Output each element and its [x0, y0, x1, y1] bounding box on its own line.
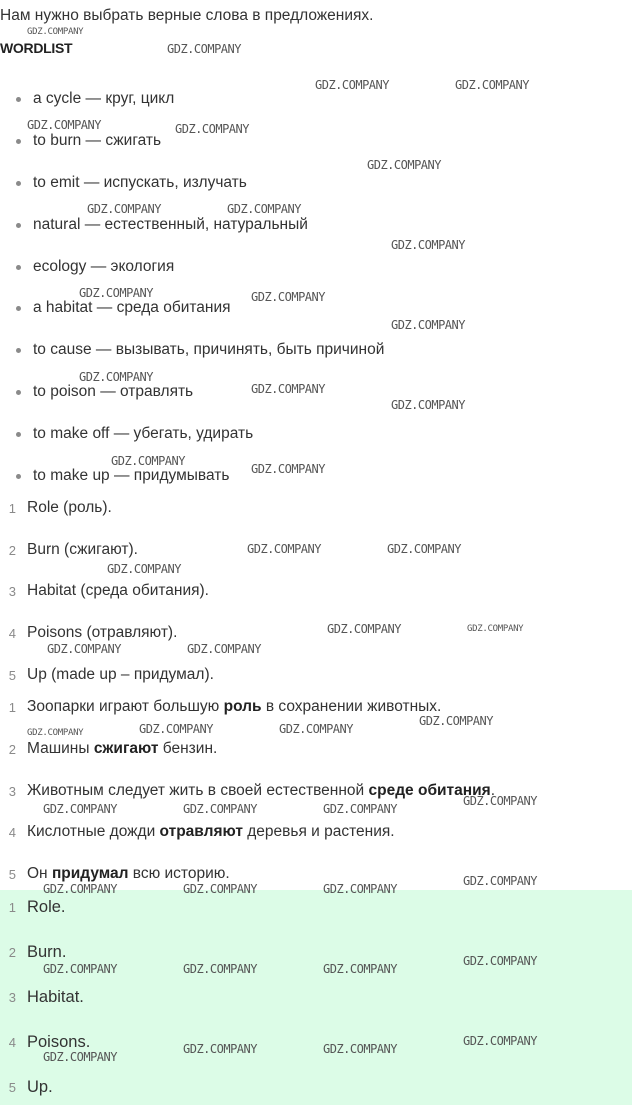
translation-highlight: отравляют: [159, 823, 243, 840]
final-answer-box: [0, 890, 632, 1105]
watermark-text: GDZ.COMPANY: [463, 954, 537, 968]
translation-highlight: среде обитания: [368, 782, 491, 799]
wordlist-title: WORDLIST: [0, 40, 73, 56]
wordlist-item: [0, 299, 231, 317]
watermark-text: GDZ.COMPANY: [79, 370, 153, 384]
item-number: 1: [8, 500, 16, 516]
answer-item: [0, 582, 209, 600]
translation-highlight: сжигают: [93, 740, 159, 757]
answer-item: [0, 624, 177, 642]
final-answer-text: Burn.: [27, 943, 67, 961]
watermark-text: GDZ.COMPANY: [167, 42, 241, 56]
watermark-text: GDZ.COMPANY: [107, 562, 181, 576]
wordlist-item: [0, 425, 253, 443]
translation-highlight: придумал: [51, 865, 129, 882]
watermark-text: GDZ.COMPANY: [47, 642, 121, 656]
watermark-text: GDZ.COMPANY: [183, 802, 257, 816]
final-answer-text: Up.: [27, 1078, 53, 1096]
bullet-icon: [16, 474, 21, 479]
final-answer-item: [0, 898, 66, 917]
translation-after: бензин.: [158, 740, 218, 757]
watermark-text: GDZ.COMPANY: [111, 454, 185, 468]
final-answer-text: Role.: [27, 898, 66, 916]
wordlist-item-text: a habitat — среда обитания: [33, 299, 231, 316]
watermark-text: GDZ.COMPANY: [87, 202, 161, 216]
watermark-text: GDZ.COMPANY: [251, 382, 325, 396]
item-number: 4: [8, 1035, 16, 1050]
final-answer-text: Habitat.: [27, 988, 84, 1006]
watermark-text: GDZ.COMPANY: [323, 1042, 397, 1056]
watermark-text: GDZ.COMPANY: [183, 882, 257, 896]
watermark-text: GDZ.COMPANY: [27, 118, 101, 132]
watermark-text: GDZ.COMPANY: [79, 286, 153, 300]
watermark-text: GDZ.COMPANY: [27, 728, 84, 738]
answer-text: Role (роль).: [27, 499, 112, 516]
wordlist-item-text: ecology — экология: [33, 258, 175, 275]
wordlist-item: [0, 90, 174, 108]
item-number: 5: [8, 667, 16, 683]
wordlist-item-text: to emit — испускать, излучать: [33, 174, 247, 191]
watermark-text: GDZ.COMPANY: [323, 882, 397, 896]
item-number: 1: [8, 900, 16, 915]
item-number: 3: [8, 583, 16, 599]
wordlist-item-text: to poison — отравлять: [33, 383, 194, 400]
watermark-text: GDZ.COMPANY: [183, 962, 257, 976]
watermark-text: GDZ.COMPANY: [227, 202, 301, 216]
final-answer-text: Poisons.: [27, 1033, 91, 1051]
watermark-text: GDZ.COMPANY: [279, 722, 353, 736]
watermark-text: GDZ.COMPANY: [139, 722, 213, 736]
bullet-icon: [16, 97, 21, 102]
wordlist-item: [0, 341, 384, 359]
translation-item: [0, 698, 441, 716]
wordlist-item-text: to burn — сжигать: [33, 132, 162, 149]
wordlist-item: [0, 467, 229, 485]
wordlist-item-text: to make off — убегать, удирать: [33, 425, 254, 442]
watermark-text: GDZ.COMPANY: [27, 27, 84, 37]
bullet-icon: [16, 348, 21, 353]
bullet-icon: [16, 181, 21, 186]
watermark-text: GDZ.COMPANY: [43, 882, 117, 896]
bullet-icon: [16, 306, 21, 311]
wordlist-item-text: to make up — придумывать: [33, 467, 230, 484]
watermark-text: GDZ.COMPANY: [463, 1034, 537, 1048]
translation-item: [0, 823, 395, 841]
watermark-text: GDZ.COMPANY: [251, 290, 325, 304]
item-number: 5: [8, 1080, 16, 1095]
item-number: 3: [8, 990, 16, 1005]
watermark-text: GDZ.COMPANY: [43, 802, 117, 816]
bullet-icon: [16, 390, 21, 395]
final-answer-item: [0, 943, 66, 962]
answer-text: Habitat (среда обитания).: [27, 582, 209, 599]
translation-text: [27, 740, 217, 758]
wordlist-item: [0, 383, 193, 401]
translation-item: [0, 865, 230, 883]
answer-item: [0, 666, 214, 684]
watermark-text: GDZ.COMPANY: [43, 1050, 117, 1064]
watermark-text: GDZ.COMPANY: [323, 962, 397, 976]
item-number: 3: [8, 783, 16, 799]
bullet-icon: [16, 265, 21, 270]
watermark-text: GDZ.COMPANY: [327, 622, 401, 636]
translation-text: [27, 865, 230, 883]
translation-before: Животным следует жить в своей естественной: [27, 782, 369, 799]
watermark-text: GDZ.COMPANY: [463, 874, 537, 888]
translation-item: [0, 782, 495, 800]
translation-after: деревья и растения.: [242, 823, 395, 840]
watermark-text: GDZ.COMPANY: [467, 624, 524, 634]
watermark-text: GDZ.COMPANY: [43, 962, 117, 976]
watermark-text: GDZ.COMPANY: [187, 642, 261, 656]
watermark-text: GDZ.COMPANY: [391, 238, 465, 252]
item-number: 2: [8, 542, 16, 558]
item-number: 4: [8, 824, 16, 840]
item-number: 2: [8, 945, 16, 960]
wordlist-item: [0, 258, 174, 276]
translation-before: Машины: [27, 740, 94, 757]
translation-text: [27, 782, 495, 800]
watermark-text: GDZ.COMPANY: [323, 802, 397, 816]
bullet-icon: [16, 223, 21, 228]
answer-text: Poisons (отравляют).: [27, 624, 178, 641]
wordlist-item: [0, 216, 308, 234]
watermark-text: GDZ.COMPANY: [463, 794, 537, 808]
wordlist-item-text: natural — естественный, натуральный: [33, 216, 308, 233]
answer-text: Burn (сжигают).: [27, 541, 138, 558]
final-answer-item: [0, 988, 84, 1007]
bullet-icon: [16, 432, 21, 437]
final-answer-item: [0, 1078, 53, 1097]
watermark-text: GDZ.COMPANY: [367, 158, 441, 172]
wordlist-item: [0, 174, 247, 192]
watermark-text: GDZ.COMPANY: [391, 398, 465, 412]
item-number: 2: [8, 741, 16, 757]
translation-after: .: [490, 782, 496, 799]
translation-before: Кислотные дожди: [27, 823, 160, 840]
item-number: 1: [8, 699, 16, 715]
translation-highlight: роль: [223, 698, 262, 715]
watermark-text: GDZ.COMPANY: [175, 122, 249, 136]
item-number: 4: [8, 625, 16, 641]
watermark-text: GDZ.COMPANY: [183, 1042, 257, 1056]
bullet-icon: [16, 139, 21, 144]
answer-text: Up (made up – придумал).: [27, 666, 214, 683]
watermark-text: GDZ.COMPANY: [315, 78, 389, 92]
translation-text: [27, 823, 395, 841]
watermark-text: GDZ.COMPANY: [251, 462, 325, 476]
final-answer-item: [0, 1033, 90, 1052]
translation-before: Зоопарки играют большую: [27, 698, 224, 715]
translation-item: [0, 740, 217, 758]
translation-before: Он: [27, 865, 52, 882]
translation-after: в сохранении животных.: [261, 698, 442, 715]
watermark-text: GDZ.COMPANY: [387, 542, 461, 556]
wordlist-item-text: a cycle — круг, цикл: [33, 90, 175, 107]
answer-item: [0, 541, 138, 559]
wordlist-item: [0, 132, 161, 150]
translation-text: [27, 698, 441, 716]
item-number: 5: [8, 866, 16, 882]
wordlist-item-text: to cause — вызывать, причинять, быть причиной: [33, 341, 385, 358]
answer-item: [0, 499, 112, 517]
watermark-text: GDZ.COMPANY: [419, 714, 493, 728]
watermark-text: GDZ.COMPANY: [455, 78, 529, 92]
watermark-text: GDZ.COMPANY: [247, 542, 321, 556]
translation-after: всю историю.: [128, 865, 230, 882]
watermark-text: GDZ.COMPANY: [391, 318, 465, 332]
intro-text: Нам нужно выбрать верные слова в предложениях.: [0, 7, 374, 24]
